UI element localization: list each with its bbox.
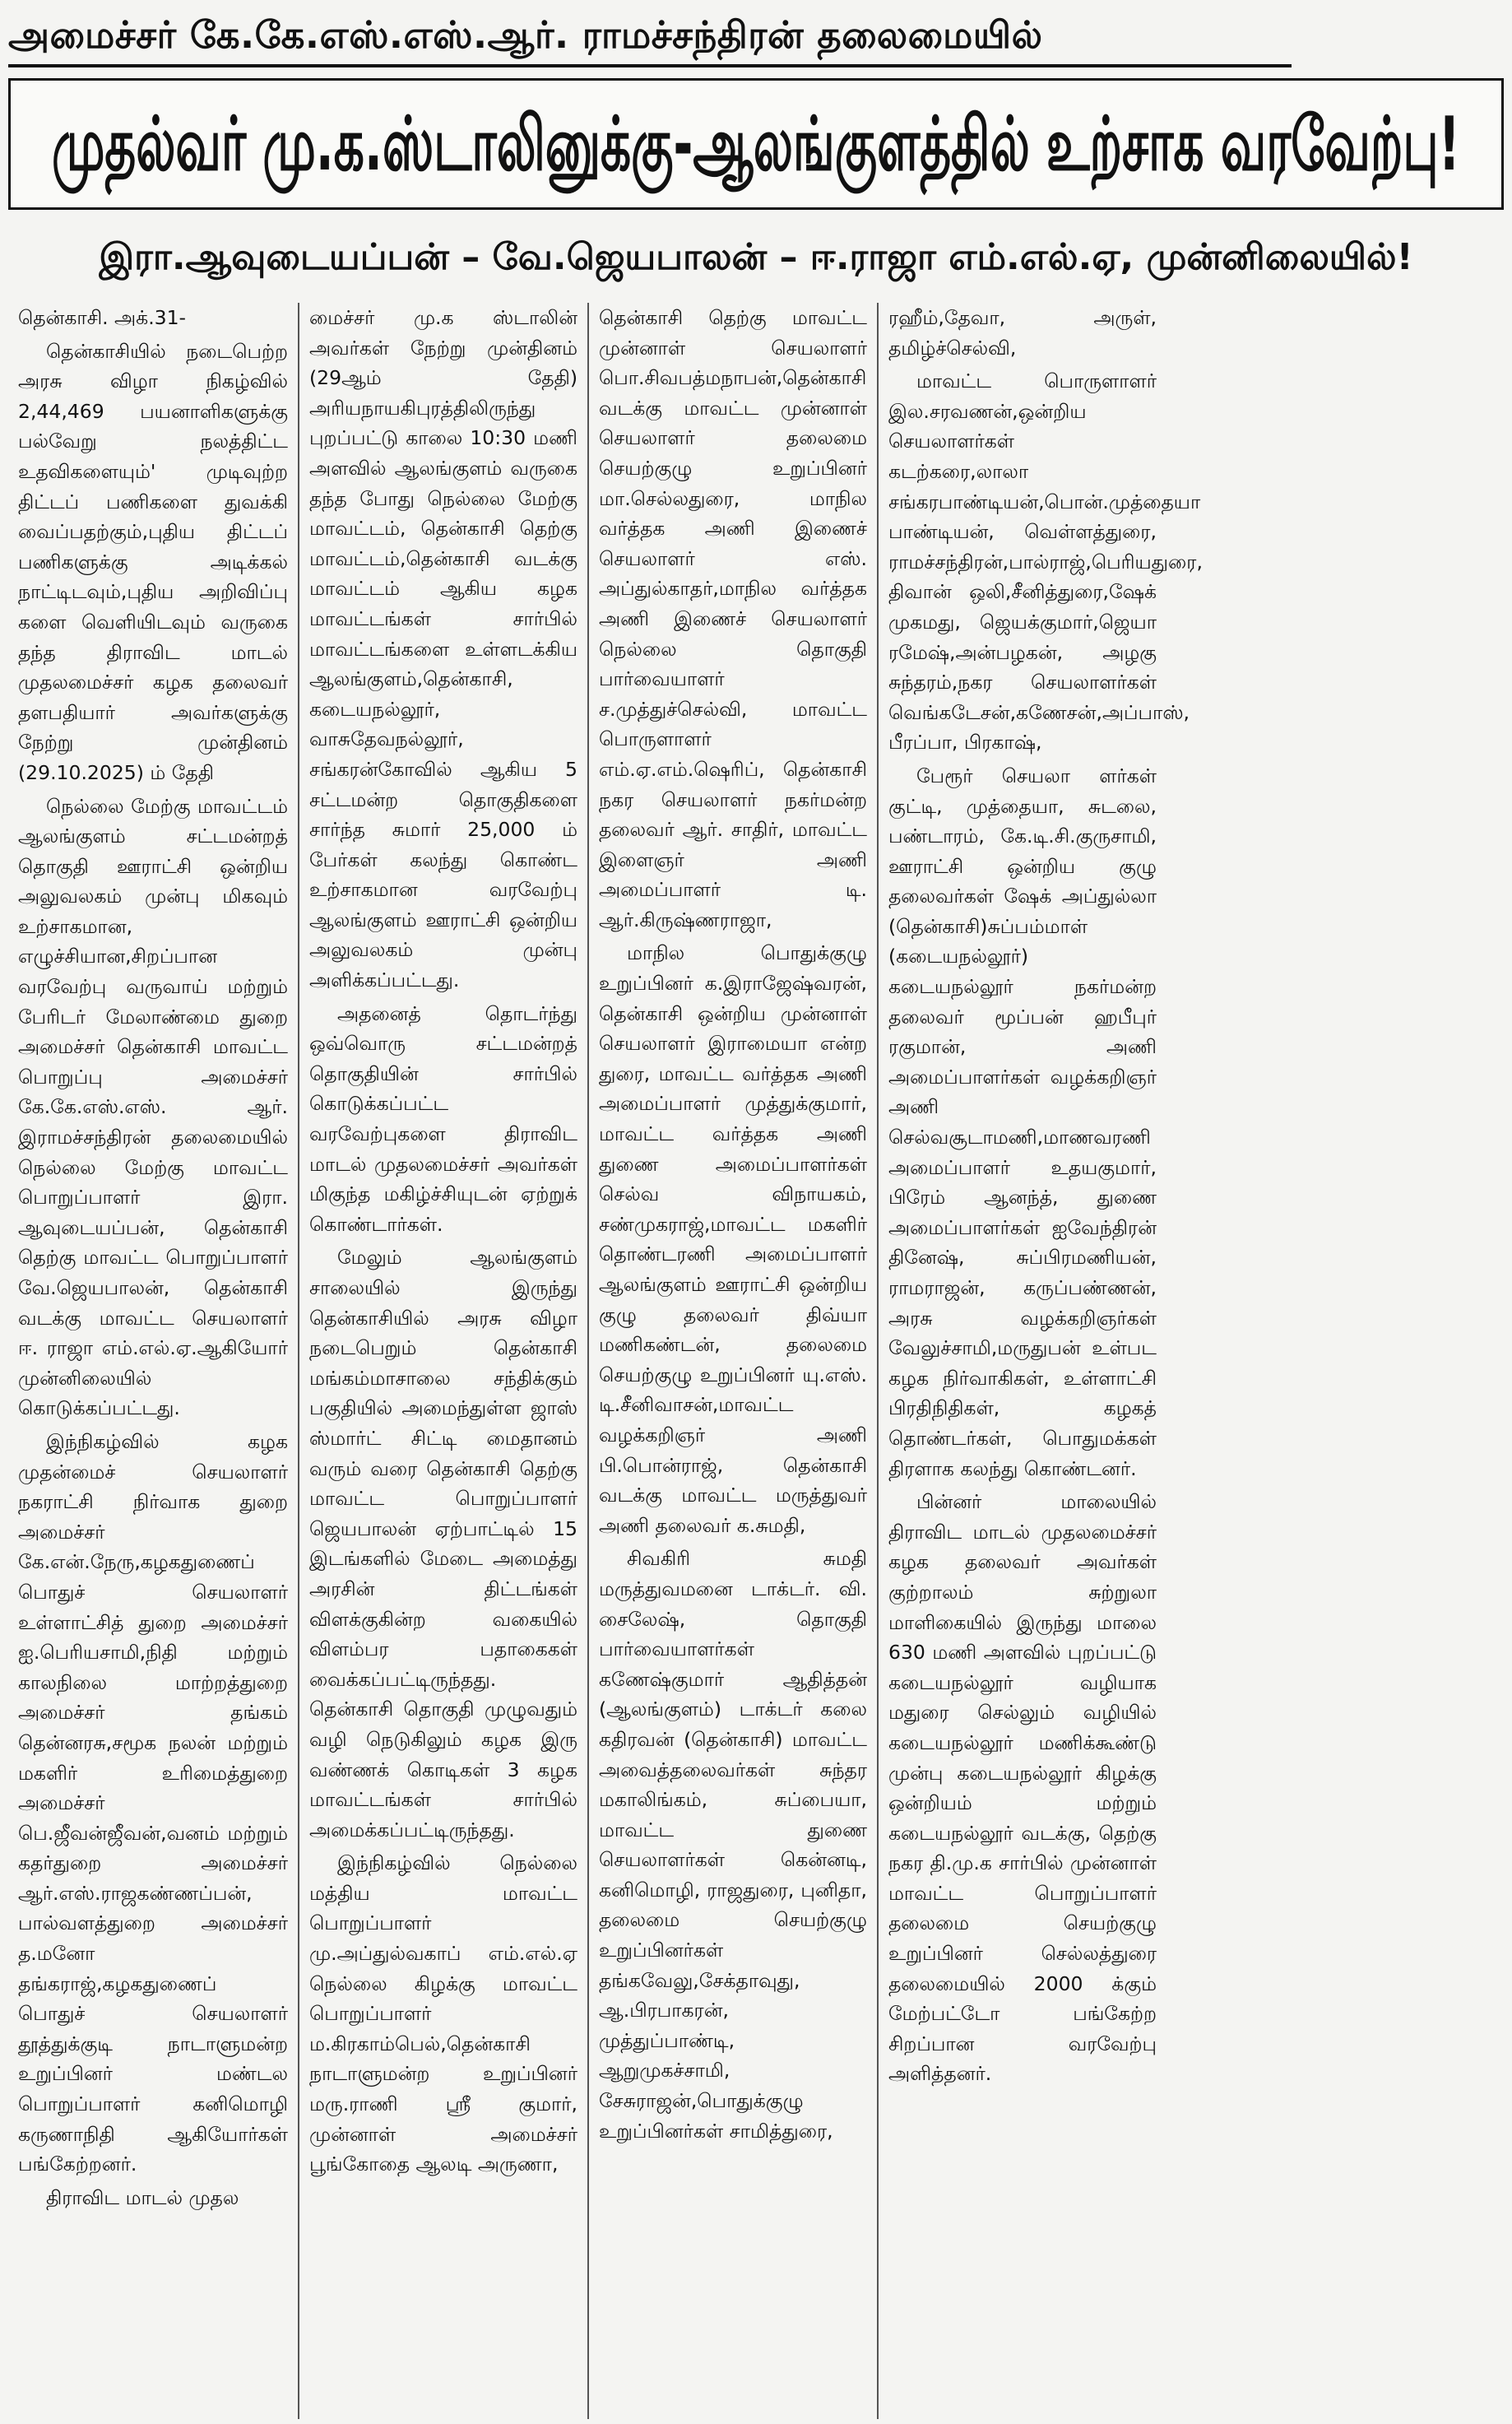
article-column-2 (298, 303, 587, 2419)
paragraph: நெல்லை மேற்கு மாவட்டம் ஆலங்குளம் சட்டமன்றத் தொகுதி ஊராட்சி ஒன்றிய அலுவலகம் முன்பு மிகவும் உற்சாகமான, எழுச்சியான,சிறப்பான வரவேற்பு வருவாய் மற்றும் பேரிடர் மேலாண்மை துறை அமைச்சர் தென்காசி மாவட்ட பொறுப்பு அமைச்சர் கே.கே.எஸ்.எஸ். ஆர். இராமச்சந்திரன் தலைமையில் நெல்லை மேற்கு மாவட்ட பொறுப்பாளர் இரா. ஆவுடையப்பன், தென்காசி தெற்கு மாவட்ட பொறுப்பாளர் வே.ஜெயபாலன், தென்காசி வடக்கு மாவட்ட செயலாளர் ஈ. ராஜா எம்.எல்.ஏ.ஆகியோர் முன்னிலையில் கொடுக்கப்பட்டது. (18, 794, 288, 1420)
paragraph: திராவிட மாடல் முதல (46, 2185, 239, 2209)
paragraph: சிவகிரி சுமதி மருத்துவமனை டாக்டர். வி. சைலேஷ், தொகுதி பார்வையாளர்கள் கணேஷ்குமார் ஆதித்தன் (ஆலங்குளம்) டாக்டர் கலை கதிரவன் (தென்காசி) மாவட்ட அவைத்தலைவர்கள் சுந்தர மகாலிங்கம், சுப்பையா, மாவட்ட துணை செயலாளர்கள் கென்னடி, கனிமொழி, ராஜதுரை, புனிதா, தலைமை செயற்குழு உறுப்பினர்கள் தங்கவேலு,சேக்தாவுது, ஆ.பிரபாகரன், முத்துப்பாண்டி, ஆறுமுகச்சாமி, சேசுராஜன்,பொதுக்குழு உறுப்பினர்கள் சாமித்துரை, (599, 1547, 867, 2143)
paragraph: மைச்சர் மு.க ஸ்டாலின் அவர்கள் நேற்று முன்தினம் (29ஆம் தேதி) அரியநாயகிபுரத்திலிருந்து புறப்பட்டு காலை 10:30 மணி அளவில் ஆலங்குளம் வருகை தந்த போது நெல்லை மேற்கு மாவட்டம், தென்காசி தெற்கு மாவட்டம்,தென்காசி வடக்கு மாவட்டம் ஆகிய கழக மாவட்டங்கள் சார்பில் மாவட்டங்களை உள்ளடக்கிய ஆலங்குளம்,தென்காசி, கடையநல்லூர், வாசுதேவநல்லூர், சங்கரன்கோவில் ஆகிய 5 சட்டமன்ற தொகுதிகளை சார்ந்த சுமார் 25,000 ம் பேர்கள் கலந்து கொண்ட உற்சாகமான வரவேற்பு ஆலங்குளம் ஊராட்சி ஒன்றிய அலுவலகம் முன்பு அளிக்கப்பட்டது. (309, 306, 577, 992)
paragraph: தென்காசி தெற்கு மாவட்ட முன்னாள் செயலாளர் பொ.சிவபத்மநாபன்,தென்காசி வடக்கு மாவட்ட முன்னாள் செயலாளர் தலைமை செயற்குழு உறுப்பினர் மா.செல்லதுரை, மாநில வர்த்தக அணி இணைச் செயலாளர் எஸ். அப்துல்காதர்,மாநில வர்த்தக அணி இணைச் செயலாளர் நெல்லை தொகுதி பார்வையாளர் ச.முத்துச்செல்வி, மாவட்ட பொருளாளர் எம்.ஏ.எம்.ஷெரிப், தென்காசி நகர செயலாளர் நகர்மன்ற தலைவர் ஆர். சாதிர், மாவட்ட இளைஞர் அணி அமைப்பாளர் டி. ஆர்.கிருஷ்ணராஜா, (599, 306, 867, 931)
headline-box (8, 78, 1504, 210)
kicker-text: அமைச்சர் கே.கே.எஸ்.எஸ்.ஆர். ராமச்சந்திரன் தலைமையில் (8, 13, 1043, 57)
paragraph: ரஹீம்,தேவா, அருள், தமிழ்ச்செல்வி, (888, 306, 1157, 360)
headline-text: முதல்வர் மு.க.ஸ்டாலினுக்கு-ஆலங்குளத்தில் உற்சாக வரவேற்பு! (52, 100, 1460, 188)
article-column-3 (587, 303, 877, 2419)
paragraph: அதனைத் தொடர்ந்து ஒவ்வொரு சட்டமன்றத் தொகுதியின் சார்பில் கொடுக்கப்பட்ட வரவேற்புகளை திராவிட மாடல் முதலமைச்சர் அவர்கள் மிகுந்த மகிழ்ச்சியுடன் ஏற்றுக் கொண்டார்கள். (309, 1001, 577, 1236)
subheadline-text: இரா.ஆவுடையப்பன் – வே.ஜெயபாலன் – ஈ.ராஜா எம்.எல்.ஏ, முன்னிலையில்! (99, 235, 1413, 278)
subheadline (8, 222, 1504, 296)
article-column-4 (877, 303, 1203, 2419)
paragraph: மாநில பொதுக்குழு உறுப்பினர் க.இராஜேஷ்வரன், தென்காசி ஒன்றிய முன்னாள் செயலாளர் இராமையா என்ற துரை, மாவட்ட வர்த்தக அணி அமைப்பாளர் முத்துக்குமார், மாவட்ட வர்த்தக அணி துணை அமைப்பாளர்கள் செல்வ விநாயகம், சண்முகராஜ்,மாவட்ட மகளிர் தொண்டரணி அமைப்பாளர் ஆலங்குளம் ஊராட்சி ஒன்றிய குழு தலைவர் திவ்யா மணிகண்டன், தலைமை செயற்குழு உறுப்பினர் யு.எஸ். டி.சீனிவாசன்,மாவட்ட வழக்கறிஞர் அணி பி.பொன்ராஜ், தென்காசி வடக்கு மாவட்ட மருத்துவர் அணி தலைவர் க.சுமதி, (599, 941, 867, 1537)
paragraph: பின்னர் மாலையில் திராவிட மாடல் முதலமைச்சர் கழக தலைவர் அவர்கள் குற்றாலம் சுற்றுலா மாளிகையில் இருந்து மாலை 630 மணி அளவில் புறப்பட்டு கடையநல்லூர் வழியாக மதுரை செல்லும் வழியில் கடையநல்லூர் மணிக்கூண்டு முன்பு கடையநல்லூர் கிழக்கு ஒன்றியம் மற்றும் கடையநல்லூர் வடக்கு, தெற்கு நகர தி.மு.க சார்பில் முன்னாள் மாவட்ட பொறுப்பாளர் தலைமை செயற்குழு உறுப்பினர் செல்லத்துரை தலைமையில் 2000 க்கும் மேற்பட்டோ பங்கேற்ற சிறப்பான வரவேற்பு அளித்தனர். (888, 1490, 1157, 2086)
kicker-strap (8, 7, 1292, 67)
paragraph: மேலும் ஆலங்குளம் சாலையில் இருந்து தென்காசியில் அரசு விழா நடைபெறும் தென்காசி மங்கம்மாசாலை சந்திக்கும் பகுதியில் அமைந்துள்ள ஜாஸ் ஸ்மார்ட் சிட்டி மைதானம் வரும் வரை தென்காசி தெற்கு மாவட்ட பொறுப்பாளர் ஜெயபாலன் ஏற்பாட்டில் 15 இடங்களில் மேடை அமைத்து அரசின் திட்டங்கள் விளக்குகின்ற வகையில் விளம்பர பதாகைகள் வைக்கப்பட்டிருந்தது. தென்காசி தொகுதி முழுவதும் வழி நெடுகிலும் கழக இரு வண்ணக் கொடிகள் 3 கழக மாவட்டங்கள் சார்பில் அமைக்கப்பட்டிருந்தது. (309, 1246, 577, 1841)
paragraph: தென்காசியில் நடைபெற்ற அரசு விழா நிகழ்வில் 2,44,469 பயனாளிகளுக்கு பல்வேறு நலத்திட்ட உதவிகளையும்' முடிவுற்ற திட்டப் பணிகளை துவக்கி வைப்பதற்கும்,புதிய திட்டப் பணிகளுக்கு அடிக்கல் நாட்டிடவும்,புதிய அறிவிப்பு களை வெளியிடவும் வருகை தந்த திராவிட மாடல் முதலமைச்சர் கழக தலைவர் தளபதியார் அவர்களுக்கு நேற்று முன்தினம் (29.10.2025) ம் தேதி (18, 339, 288, 784)
article-column-1 (8, 303, 298, 2419)
dateline: தென்காசி. அக்.31- (18, 306, 187, 329)
paragraph: இந்நிகழ்வில் கழக முதன்மைச் செயலாளர் நகராட்சி நிர்வாக துறை அமைச்சர் கே.என்.நேரு,கழகதுணைப் பொதுச் செயலாளர் உள்ளாட்சித் துறை அமைச்சர் ஐ.பெரியசாமி,நிதி மற்றும் காலநிலை மாற்றத்துறை அமைச்சர் தங்கம் தென்னரசு,சமூக நலன் மற்றும் மகளிர் உரிமைத்துறை அமைச்சர் பெ.ஜீவன்ஜீவன்,வனம் மற்றும் கதர்துறை அமைச்சர் ஆர்.எஸ்.ராஜகண்ணப்பன், பால்வளத்துறை அமைச்சர் த.மனோ தங்கராஜ்,கழகதுணைப் பொதுச் செயலாளர் தூத்துக்குடி நாடாளுமன்ற உறுப்பினர் மண்டல பொறுப்பாளர் கனிமொழி கருணாநிதி ஆகியோர்கள் பங்கேற்றனர். (18, 1429, 288, 2176)
paragraph: மாவட்ட பொருளாளர் இல.சரவணன்,ஒன்றிய செயலாளர்கள் கடற்கரை,லாலா சங்கரபாண்டியன்,பொன்.முத்தையா பாண்டியன், வெள்ளத்துரை, ராமச்சந்திரன்,பால்ராஜ்,பெரியதுரை, திவான் ஒலி,சீனித்துரை,ஷேக் முகமது, ஜெயக்குமார்,ஜெயா ரமேஷ்,அன்பழகன், அழகு சுந்தரம்,நகர செயலாளர்கள் வெங்கடேசன்,கணேசன்,அப்பாஸ், பீரப்பா, பிரகாஷ், (888, 369, 1203, 755)
article-body (8, 303, 1504, 2419)
paragraph: பேரூர் செயலா ளர்கள் குட்டி, முத்தையா, சுடலை, பண்டாரம், கே.டி.சி.குருசாமி, ஊராட்சி ஒன்றிய குழு தலைவர்கள் ஷேக் அப்துல்லா (தென்காசி)சுப்பம்மாள் (கடையநல்லூர்) கடையநல்லூர் நகர்மன்ற தலைவர் மூப்பன் ஹபீபுர் ரகுமான், அணி அமைப்பாளர்கள் வழக்கறிஞர் அணி செல்வசூடாமணி,மாணவரணி அமைப்பாளர் உதயகுமார், பிரேம் ஆனந்த், துணை அமைப்பாளர்கள் ஐவேந்திரன் தினேஷ், சுப்பிரமணியன், ராமராஜன், கருப்பண்ணன், அரசு வழக்கறிஞர்கள் வேலுச்சாமி,மருதுபன் உள்பட கழக நிர்வாகிகள், உள்ளாட்சி பிரதிநிதிகள், கழகத் தொண்டர்கள், பொதுமக்கள் திரளாக கலந்து கொண்டனர். (888, 764, 1157, 1480)
paragraph: இந்நிகழ்வில் நெல்லை மத்திய மாவட்ட பொறுப்பாளர் மு.அப்துல்வகாப் எம்.எல்.ஏ நெல்லை கிழக்கு மாவட்ட பொறுப்பாளர் ம.கிரகாம்பெல்,தென்காசி நாடாளுமன்ற உறுப்பினர் மரு.ராணி ஸ்ரீ குமார், முன்னாள் அமைச்சர் பூங்கோதை ஆலடி அருணா, (309, 1851, 577, 2176)
